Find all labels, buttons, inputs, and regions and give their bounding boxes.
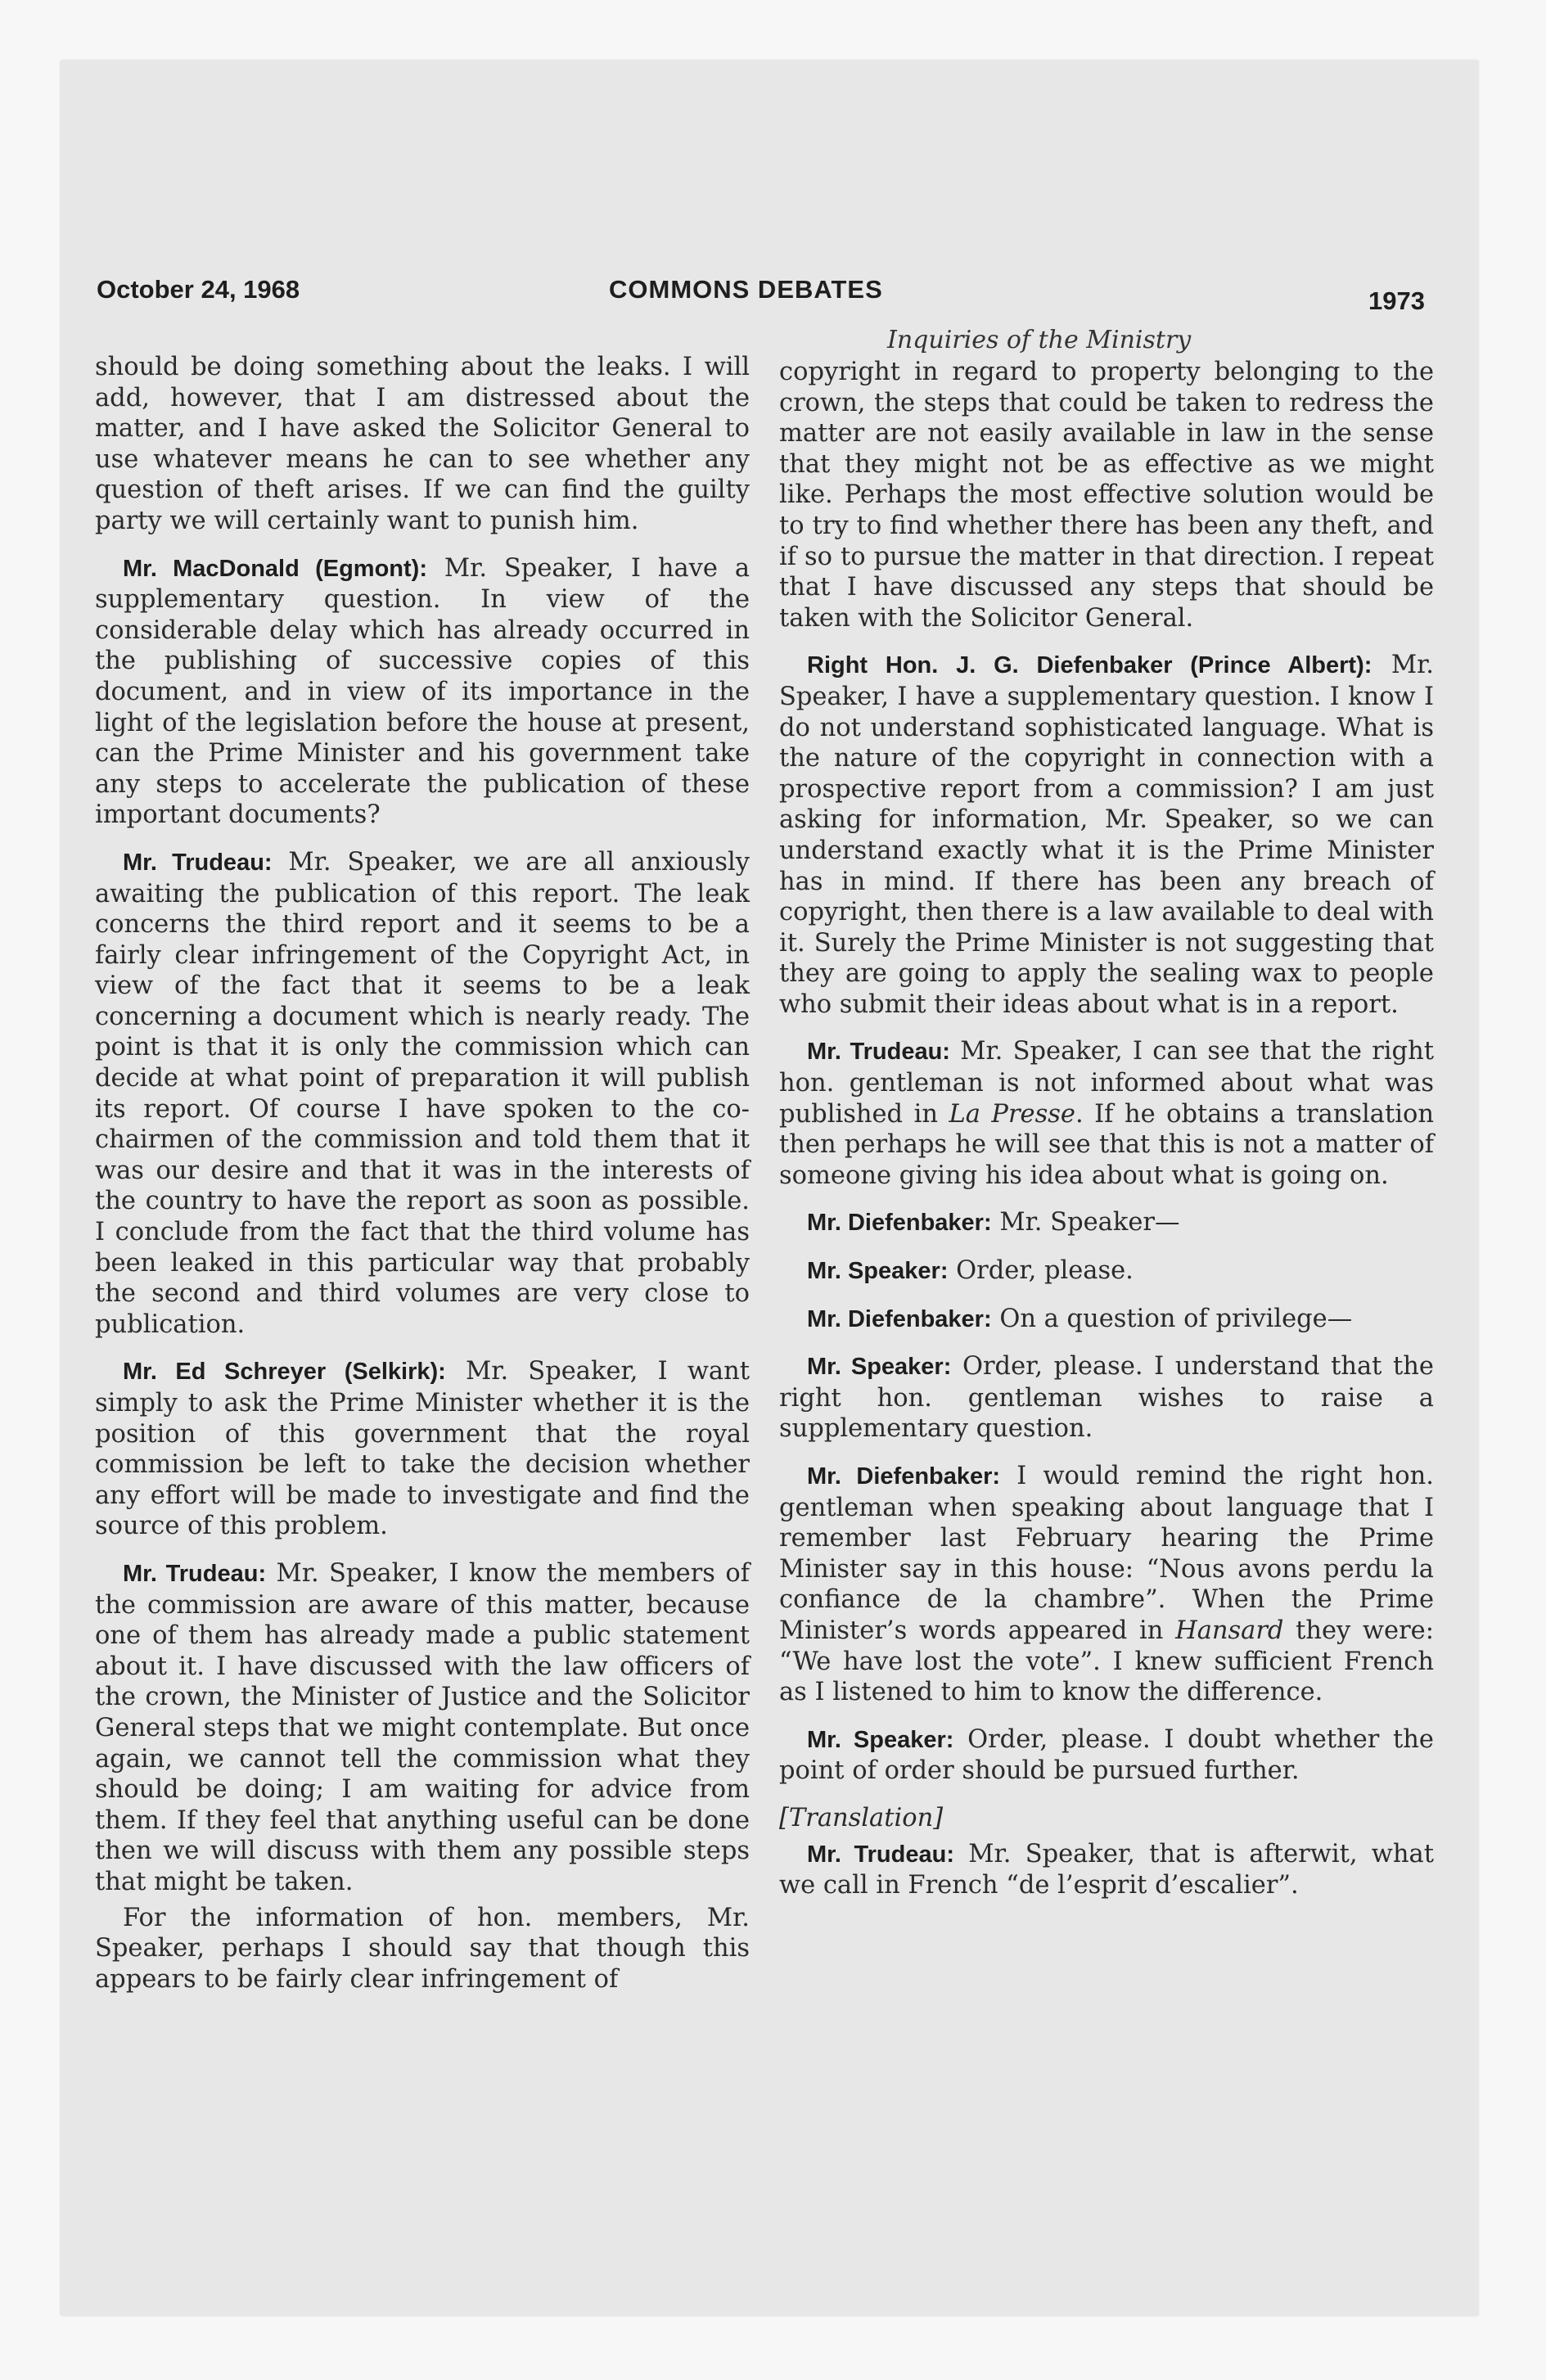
paragraph <box>779 1351 1434 1445</box>
speaker-name: Mr. Speaker: <box>807 1258 949 1285</box>
paragraph-text: should be doing something about the leaks. I will add, however, that I am distressed about the matter, and I have asked the Solicitor General to use whatever means he can to see whether any question of theft arises. If we can find the guilty party we will certainly want to punish him. <box>95 353 750 535</box>
page-number: 1973 <box>1368 286 1425 315</box>
paragraph-text: I would remind the right hon. gentleman when speaking about language that I remember last February hearing the Prime Minister say in this house: “Nous avons perdu la confiance de la chambre”. When the Prime Minister’s words appeared in <box>779 1462 1434 1645</box>
header-date: October 24, 1968 <box>97 275 300 304</box>
speaker-name: Mr. Diefenbaker: <box>807 1463 1001 1490</box>
header-title: COMMONS DEBATES <box>609 275 883 304</box>
paragraph <box>779 1255 1434 1287</box>
speaker-name: Mr. Trudeau: <box>123 1560 267 1587</box>
publication-title: La Presse <box>949 1099 1075 1129</box>
paragraph <box>95 1558 750 1898</box>
paragraph <box>779 357 1434 633</box>
paragraph-text: For the information of hon. members, Mr. Speaker, perhaps I should say that though this appears to be fairly clear infringement of <box>95 1903 750 1994</box>
speaker-name: Mr. Diefenbaker: <box>807 1305 992 1332</box>
paragraph <box>779 1304 1434 1336</box>
right-column <box>779 357 1434 1918</box>
speaker-name: Mr. Diefenbaker: <box>807 1210 992 1237</box>
paragraph <box>779 1036 1434 1191</box>
speaker-name: Mr. Ed Schreyer (Selkirk): <box>123 1359 446 1386</box>
publication-title: Hansard <box>1175 1616 1284 1645</box>
paragraph-text: Mr. Speaker, I have a supplementary question. In view of the considerable delay which has already occurred in the publishing of successive copies of this document, and in view of its importance in the light of the legislation before the house at present, can the Prime Minister and his government take any steps to accelerate the publication of these important documents? <box>95 553 750 830</box>
paragraph <box>779 1839 1434 1901</box>
paragraph-text: Mr. Speaker, we are all anxiously awaiting the publication of this report. The leak concerns the third report and it seems to be a fairly clear infringement of the Copyright Act, in view of the fact that it seems to be a leak concerning a document which is nearly ready. The point is that it is only the commission which can decide at what point of preparation it will publish its report. Of course I have spoken to the co-chairmen of the commission and told them that it was our desire and that it was in the interests of the country to have the report as soon as possible. I conclude from the fact that the third volume has been leaked in this particular way that probably the second and third volumes are very close to publication. <box>95 847 750 1339</box>
speaker-name: Mr. Trudeau: <box>123 849 273 876</box>
paragraph <box>779 1207 1434 1239</box>
left-column <box>95 352 750 2011</box>
paragraph-text: copyright in regard to property belonging to the crown, the steps that could be taken to redress the matter are not easily available in law in the sense that they might not be as effective as we might like. Perhaps the most effective solution would be to try to find whether there has been any theft, and if so to pursue the matter in that direction. I repeat that I have discussed any steps that should be taken with the Solicitor General. <box>779 358 1434 633</box>
page <box>61 61 1478 2315</box>
speaker-name: Right Hon. J. G. Diefenbaker (Prince Albert): <box>807 652 1372 679</box>
paragraph <box>95 1356 750 1542</box>
paragraph-text: Order, please. I understand that the right hon. gentleman wishes to raise a supplementary question. <box>779 1352 1434 1444</box>
section-heading: Inquiries of the Ministry <box>887 326 1192 354</box>
paragraph-text: Mr. Speaker, I want simply to ask the Prime Minister whether it is the position of this government that the royal commission be left to take the decision whether any effort will be made to investigate and find the source of this problem. <box>95 1357 750 1541</box>
speaker-name: Mr. MacDonald (Egmont): <box>123 555 427 582</box>
speaker-name: Mr. Speaker: <box>807 1726 954 1753</box>
paragraph-text: On a question of privilege— <box>991 1304 1353 1333</box>
paragraph <box>95 352 750 537</box>
paragraph-text: Mr. Speaker— <box>991 1208 1180 1237</box>
speaker-name: Mr. Trudeau: <box>807 1841 954 1868</box>
paragraph <box>95 553 750 831</box>
paragraph <box>95 847 750 1341</box>
paragraph-text: Mr. Speaker, that is afterwit, what we call in French “de l’esprit d’escalier”. <box>779 1839 1434 1900</box>
paragraph-text: Mr. Speaker, I can see that the right hon. gentleman is not informed about what was published in <box>779 1037 1434 1129</box>
paragraph-text: Order, please. I doubt whether the point of order should be pursued further. <box>779 1724 1434 1786</box>
translation-label: [Translation] <box>779 1803 944 1832</box>
speaker-name: Mr. Trudeau: <box>807 1039 950 1066</box>
speaker-name: Mr. Speaker: <box>807 1354 952 1381</box>
paragraph-text: . If he obtains a translation then perhaps he will see that this is not a matter of someone giving his idea about what is going on. <box>779 1099 1435 1190</box>
paragraph-text: Order, please. <box>948 1256 1134 1286</box>
page-header <box>61 275 1478 324</box>
paragraph-text: Mr. Speaker, I know the members of the commission are aware of this matter, because one of them has already made a public statement about it. I have discussed with the law officers of the crown, the Minister of Justice and the Solicitor General steps that we might contemplate. But once again, we cannot tell the commission what they should be doing; I am waiting for advice from them. If they feel that anything useful can be done then we will discuss with them any possible steps that might be taken. <box>95 1558 750 1896</box>
paragraph <box>95 1903 750 1995</box>
paragraph-text: they were: “We have lost the vote”. I knew sufficient French as I listened to him to know the difference. <box>779 1616 1434 1707</box>
paragraph <box>779 1724 1434 1787</box>
paragraph <box>779 650 1434 1020</box>
paragraph-text: Mr. Speaker, I have a supplementary question. I know I do not understand sophisticated language. What is the nature of the copyright in connection with a prospective report from a commission? I am just asking for information, Mr. Speaker, so we can understand exactly what it is the Prime Minister has in mind. If there has been any breach of copyright, then there is a law available to deal with it. Surely the Prime Minister is not suggesting that they are going to apply the sealing wax to people who submit their ideas about what is in a report. <box>779 651 1434 1019</box>
paragraph <box>779 1461 1434 1708</box>
